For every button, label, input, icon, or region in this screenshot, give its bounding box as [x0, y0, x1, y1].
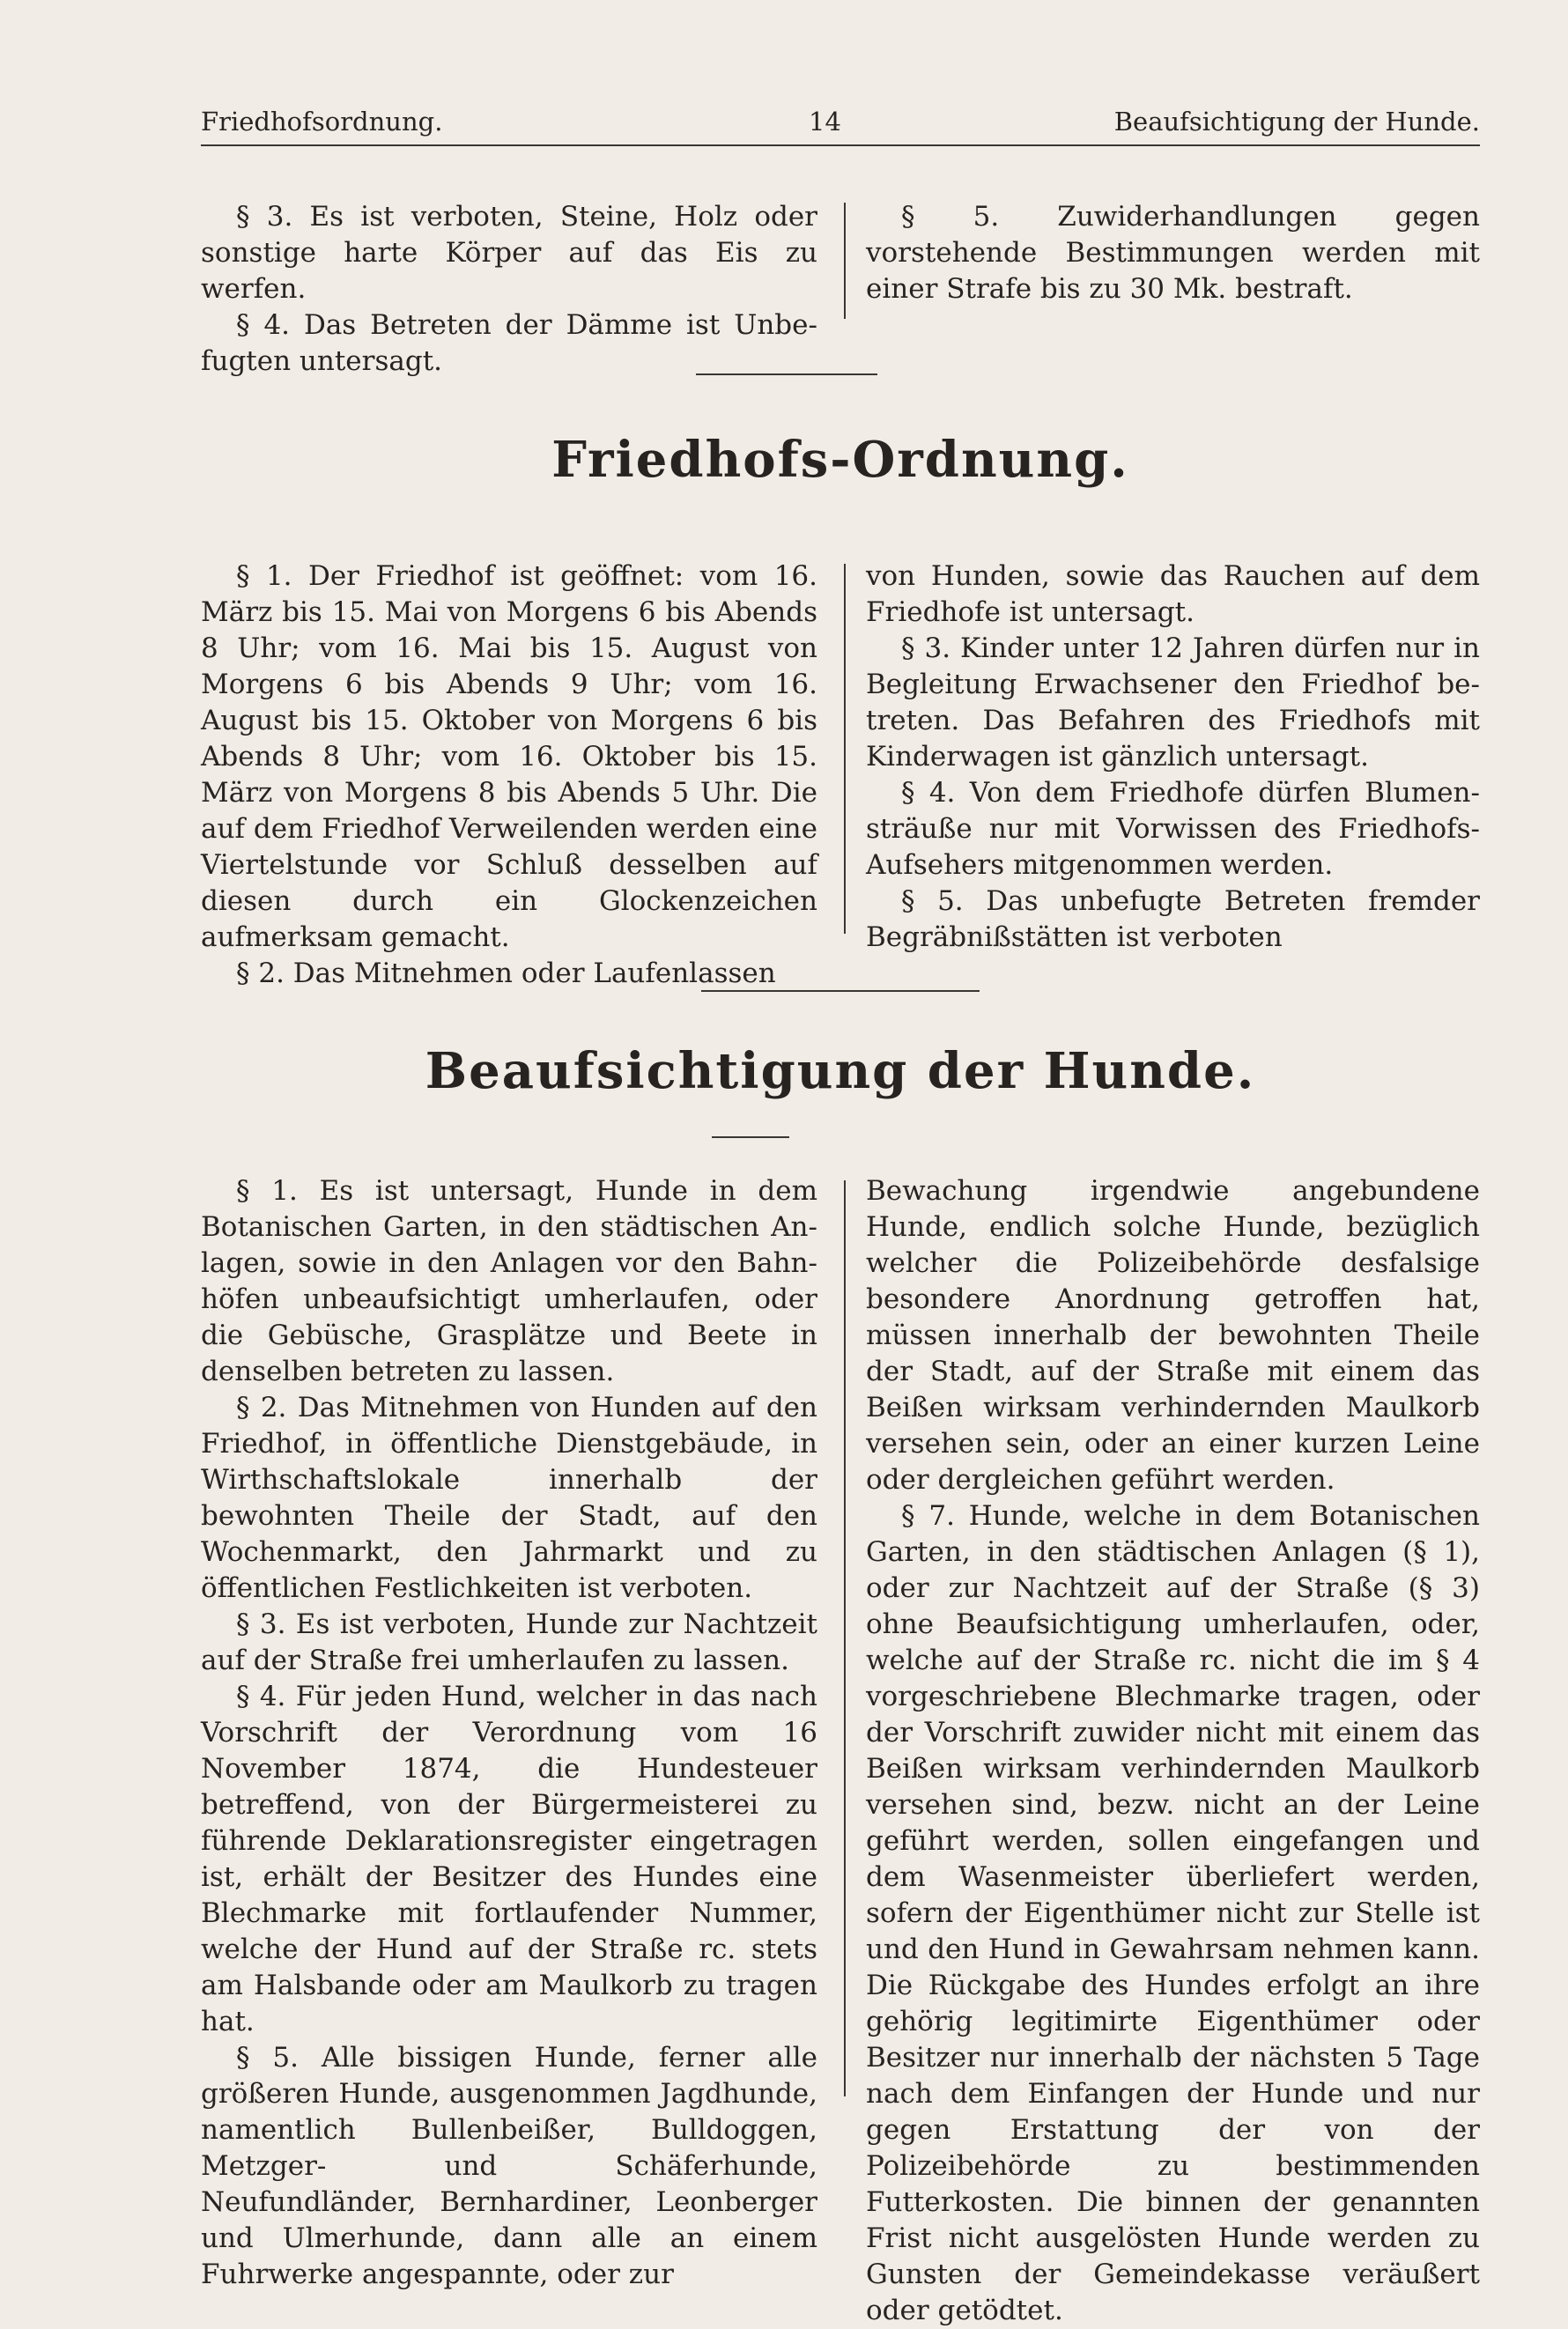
hunde-left-column — [201, 1173, 817, 2293]
paragraph: § 4. Das Betreten der Dämme ist Unbefugten untersagt. — [201, 309, 817, 377]
paragraph: § 3. Kinder unter 12 Jahren dürfen nur in Begleitung Erwachsener den Friedhof betreten. Das Befahren des Friedhofs mit Kinderwagen ist gänzlich untersagt. — [866, 632, 1480, 773]
top-left-column — [201, 199, 817, 380]
paragraph: § 3. Es ist verboten, Steine, Holz oder sonstige harte Körper auf das Eis zu werfen. — [201, 201, 817, 305]
paragraph: § 5. Zuwiderhandlungen gegen vorstehende Bestimmungen werden mit einer Strafe bis zu 30 Mk. bestraft. — [866, 201, 1480, 305]
paragraph: § 3. Es ist verboten, Hunde zur Nachtzeit auf der Straße frei umherlaufen zu lassen. — [201, 1608, 817, 1676]
section-title-hunde: Beaufsichtigung der Hunde. — [425, 1042, 1256, 1100]
top-right-column — [866, 199, 1480, 307]
title-underline — [712, 1136, 789, 1138]
column-divider — [844, 1180, 846, 2096]
paragraph: von Hunden, sowie das Rauchen auf dem Friedhofe ist untersagt. — [866, 560, 1480, 628]
header-left-title: Friedhofsordnung. — [201, 107, 443, 137]
page-number: 14 — [809, 107, 841, 137]
paragraph: § 4. Für jeden Hund, welcher in das nach Vorschrift der Verordnung vom 16 November 1874, die Hundesteuer betreffend, von der Bürgermeisterei zu führende Deklarationsregister eingetragen ist, erhält der Besitzer des Hundes eine Blechmarke mit fortlaufender Nummer, welche der Hund auf der Straße rc. stets am Halsbande oder am Maulkorb zu tragen hat. — [201, 1681, 817, 2037]
paragraph: § 7. Hunde, welche in dem Botanischen Garten, in den städtischen Anlagen (§ 1), oder zur Nachtzeit auf der Straße (§ 3) ohne Beaufsichtigung umherlaufen, oder, welche auf der Straße rc. nicht die im § 4 vorgeschriebene Blechmarke tragen, oder der Vorschrift zuwider nicht mit einem das Beißen wirksam verhindernden Maulkorb versehen sind, bezw. nicht an der Leine geführt werden, sollen eingefangen und dem Wasenmeister überliefert werden, sofern der Eigenthümer nicht zur Stelle ist und den Hund in Gewahrsam nehmen kann. Die Rückgabe des Hundes erfolgt an ihre gehörig legitimirte Eigenthümer oder Besitzer nur innerhalb der nächsten 5 Tage nach dem Einfangen der Hunde und nur gegen Erstattung der von der Polizeibehörde zu bestimmenden Futterkosten. Die binnen der genannten Frist nicht ausgelösten Hunde werden zu Gunsten der Gemeindekasse veräußert oder getödtet. — [866, 1500, 1480, 2326]
paragraph: § 1. Der Friedhof ist geöffnet: vom 16. März bis 15. Mai von Morgens 6 bis Abends 8 Uhr; vom 16. Mai bis 15. August von Morgens 6 bis Abends 9 Uhr; vom 16. August bis 15. Oktober von Morgens 6 bis Abends 8 Uhr; vom 16. Oktober bis 15. März von Morgens 8 bis Abends 5 Uhr. Die auf dem Friedhof Verweilenden werden eine Viertelstunde vor Schluß desselben auf diesen durch ein Glockenzeichen aufmerksam gemacht. — [201, 560, 817, 953]
paragraph: Bewachung irgendwie angebundene Hunde, endlich solche Hunde, bezüglich welcher die Polizeibehörde desfalsige besondere Anordnung getroffen hat, müssen innerhalb der bewohnten Theile der Stadt, auf der Straße mit einem das Beißen wirksam verhindernden Maulkorb versehen sein, oder an einer kurzen Leine oder dergleichen geführt werden. — [866, 1175, 1480, 1496]
section-rule — [701, 990, 980, 992]
section-title-friedhof: Friedhofs-Ordnung. — [551, 431, 1129, 489]
friedhof-right-column — [866, 558, 1480, 956]
paragraph: § 5. Das unbefugte Betreten fremder Begräbnißstätten ist verboten — [866, 885, 1480, 953]
column-divider — [844, 564, 846, 934]
hunde-right-column — [866, 1173, 1480, 2329]
paragraph: § 2. Das Mitnehmen oder Laufenlassen — [236, 957, 776, 989]
column-divider — [844, 203, 846, 319]
friedhof-left-column — [201, 558, 817, 992]
paragraph: § 4. Von dem Friedhofe dürfen Blumensträuße nur mit Vorwissen des Friedhofs-Aufsehers mitgenommen werden. — [866, 777, 1480, 881]
header-right-title: Beaufsichtigung der Hunde. — [1113, 107, 1480, 137]
running-header — [201, 99, 1480, 146]
section-rule — [696, 373, 877, 375]
paragraph: § 5. Alle bissigen Hunde, ferner alle größeren Hunde, ausgenommen Jagdhunde, namentlich Bullenbeißer, Bulldoggen, Metzger- und Schäferhunde, Neufundländer, Bernhardiner, Leonberger und Ulmerhunde, dann alle an einem Fuhrwerke angespannte, oder zur — [201, 2042, 817, 2290]
paragraph: § 1. Es ist untersagt, Hunde in dem Botanischen Garten, in den städtischen Anlagen, sowie in den Anlagen vor den Bahnhöfen unbeaufsichtigt umherlaufen, oder die Gebüsche, Grasplätze und Beete in denselben betreten zu lassen. — [201, 1175, 817, 1387]
paragraph: § 2. Das Mitnehmen von Hunden auf den Friedhof, in öffentliche Dienstgebäude, in Wirthschaftslokale innerhalb der bewohnten Theile der Stadt, auf den Wochenmarkt, den Jahrmarkt und zu öffentlichen Festlichkeiten ist verboten. — [201, 1392, 817, 1604]
